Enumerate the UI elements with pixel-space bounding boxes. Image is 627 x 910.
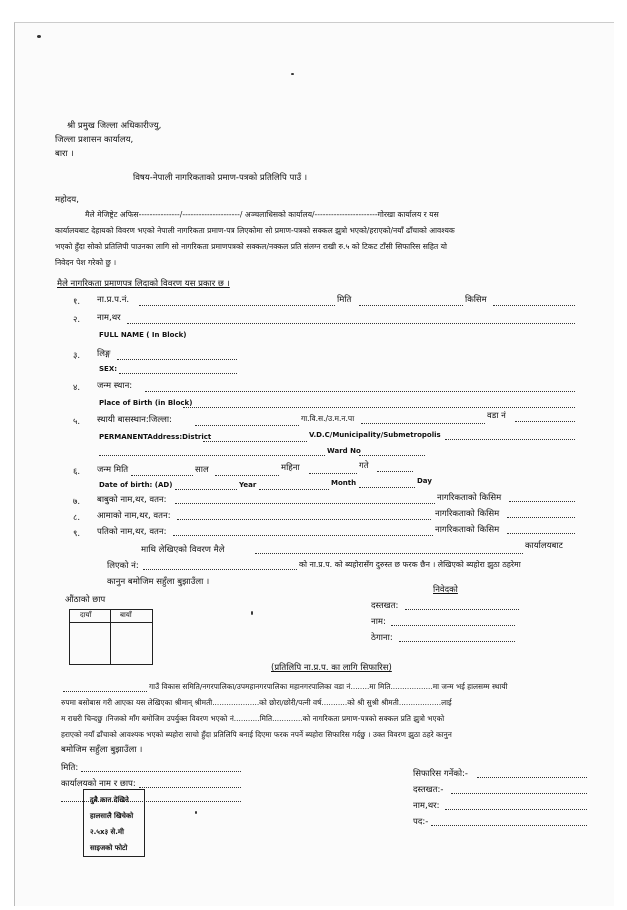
field-9-label: पतिको नाम,थर, वतन: — [97, 527, 167, 537]
field-2-fullname-label: FULL NAME ( In Block) — [99, 331, 187, 339]
field-8-line[interactable] — [177, 519, 431, 520]
address-line-1: श्री प्रमुख जिल्ला अधिकारीज्यु, — [67, 121, 162, 131]
photo-text-line-1: दुबै कान देखिने — [90, 796, 129, 804]
field-6-year-label: साल — [195, 465, 209, 475]
declaration-line-3: कानुन बमोजिम सहुँला बुझाउँला । — [107, 577, 210, 587]
field-6-after-line[interactable] — [377, 471, 413, 472]
field-5-municipality-line[interactable] — [445, 439, 575, 440]
applicant-address-line[interactable] — [399, 641, 515, 642]
recommendation-date-line[interactable] — [81, 771, 241, 772]
field-3-line[interactable] — [117, 359, 237, 360]
field-7-label: बाबुको नाम,थर, वतन: — [97, 495, 167, 505]
field-3-number: ३. — [73, 351, 81, 361]
recommendation-line-4: हराएको नयाँ ढाँचाको आवश्यक भएको ब्यहोरा साचो हुँदा प्रतिलिपि बनाई दिएमा फरक नपर्ने ब्यहोरा सिफारिस गर्दछु । उक्त विवरण झुठा ठहरे कानुन — [61, 730, 452, 739]
field-2-label: नाम,थर — [97, 313, 121, 323]
thumbprint-title: औंठाको छाप — [65, 595, 106, 605]
field-1-type-line[interactable] — [493, 305, 575, 306]
recommender-signature-line[interactable] — [451, 793, 587, 794]
recommendation-line-2: रुपमा बसोबास गरी आएका यस लेखिएका श्रीमान् श्रीमती....................को छोरा/छोरी/पत्नी वर्ष...........को श्री सुश्री श्रीमती..................लाई — [61, 698, 452, 707]
field-6-day-line[interactable] — [309, 473, 357, 474]
intro-line-3: भएको हुँदा सोको प्रतिलिपी पाउनका लागि सो नागरिकता प्रमाणपत्रको सक्कल/नक्कल प्रति संलग्न राखी रु.५ को टिकट टाँसी सिफारिस सहित यो — [55, 242, 447, 251]
field-3-sex-line[interactable] — [119, 373, 237, 374]
subject-line: विषय-नेपाली नागरिकताको प्रमाण-पत्रको प्रतिलिपि पाउँ । — [133, 173, 308, 183]
field-6-dob-label: Date of birth: (AD) — [99, 481, 173, 489]
photo-text-line-4: साइजको फोटो — [90, 844, 128, 852]
field-5-label: स्थायी बासस्थान:जिल्ला: — [97, 415, 172, 425]
field-1-date-line[interactable] — [359, 305, 463, 306]
field-7-type-line[interactable] — [509, 501, 575, 502]
thumbprint-left-label: बायाँ — [120, 611, 132, 619]
recommendation-line-3: म राम्ररी चिन्दछु ।निजको माँग बमोजिम उपर्युक्त विवरण भएको नं...........मिति.............को नागरिकता प्रमाण-पत्रको सक्कल प्रति झुत्रो भएको — [61, 714, 445, 723]
declaration-office-label: कार्यालयबाट — [525, 541, 563, 551]
field-5-ward-en-pre-line[interactable] — [99, 455, 325, 456]
field-8-type-label: नागरिकताको किसिम — [435, 509, 500, 519]
field-1-type-label: किसिम — [465, 295, 487, 305]
scan-speck — [251, 611, 253, 615]
photo-box — [83, 789, 145, 857]
photo-text-line-2: हालसालै खिचेको — [90, 812, 134, 820]
recommendation-vdc-line[interactable] — [63, 691, 147, 692]
field-1-number: १. — [73, 297, 81, 307]
applicant-name-line[interactable] — [391, 625, 515, 626]
field-6-dob-year-label: Year — [239, 481, 257, 489]
applicant-address-label: ठेगाना: — [371, 633, 393, 643]
field-5-permanent-line[interactable] — [203, 441, 307, 442]
recommendation-heading: (प्रतिलिपि ना.प्र.प. का लागि सिफारिस) — [271, 663, 392, 673]
field-5-number: ५. — [73, 417, 81, 427]
field-9-line[interactable] — [173, 535, 433, 536]
applicant-signature-label: दस्तखत: — [371, 601, 399, 611]
thumbprint-table — [69, 609, 153, 665]
thumbprint-right-label: दायाँ — [80, 611, 92, 619]
applicant-title: निवेदको — [433, 585, 458, 595]
field-6-dob-year-line[interactable] — [175, 489, 237, 490]
field-1-date-label: मिति — [337, 295, 352, 305]
field-5-wardno-line[interactable] — [359, 455, 425, 456]
recommender-name-line[interactable] — [445, 809, 587, 810]
recommendation-office-label: कार्यालयको नाम र छाप: — [61, 779, 136, 789]
field-3-label: लिङ्ग — [97, 349, 111, 359]
field-5-ward-label: वडा नं — [487, 411, 506, 421]
field-5-permanent-label: PERMANENTAddress:District — [99, 433, 212, 441]
field-5-vdc-line[interactable] — [361, 423, 485, 424]
field-6-year-line[interactable] — [131, 475, 193, 476]
field-6-label: जन्म मिति — [97, 465, 129, 475]
applicant-name-label: नाम: — [371, 617, 386, 627]
declaration-line-2b: को ना.प्र.प. को ब्यहोरासँग दुरुस्त छ फरक छैन । लेखिएको ब्यहोरा झुठा ठहरेमा — [299, 560, 521, 569]
field-7-number: ७. — [73, 497, 81, 507]
declaration-number-line[interactable] — [143, 569, 297, 570]
field-6-month-label: महिना — [281, 463, 300, 473]
field-5-district-line[interactable] — [195, 425, 299, 426]
field-6-day-label: गते — [359, 461, 369, 471]
field-5-ward-line[interactable] — [515, 421, 575, 422]
field-5-municipality-label: V.D.C/Municipality/Submetropolis — [309, 431, 441, 439]
field-8-number: ८. — [73, 513, 81, 523]
recommender-post-line[interactable] — [431, 825, 587, 826]
field-5-vdc-label: गा.वि.स./उ.म.न.पा — [301, 414, 355, 423]
field-4-label: जन्म स्थान: — [97, 381, 133, 391]
field-4-birthplace-line[interactable] — [183, 407, 575, 408]
field-8-label: आमाको नाम,थर, वतन: — [97, 511, 171, 521]
field-4-birthplace-label: Place of Birth (in Block) — [99, 399, 193, 407]
field-6-number: ६. — [73, 467, 81, 477]
field-1-line[interactable] — [139, 305, 335, 306]
recommendation-date-label: मिति: — [61, 763, 79, 773]
field-2-number: २. — [73, 315, 81, 325]
declaration-line-2a: लिएको नं: — [107, 561, 139, 571]
recommender-signature-label: दस्तखत:- — [413, 785, 444, 795]
field-6-month-line[interactable] — [215, 475, 279, 476]
recommendation-line-5: बमोजिम सहुँला बुझाउँला । — [61, 745, 143, 755]
recommendation-line-1: गाउँ विकास समिति/नगरपालिका/उपमहानगरपालिका महानगरपालिका वडा नं........मा मिति..................मा जन्म भई हालसम्म स्थायी — [149, 682, 508, 691]
field-7-line[interactable] — [175, 503, 435, 504]
declaration-line-1: माथि लेखिएको विवरण मैले — [141, 545, 225, 555]
field-6-dob-day-line[interactable] — [359, 487, 415, 488]
intro-line-2: कार्यालयबाट देहायको विवरण भएको नेपाली नागरिकता प्रमाण-पत्र लिएकोमा सो प्रमाण-पत्रको सक्कल झुत्रो भएको/हराएको/नयाँ ढाँचाको आवश्यक — [55, 226, 455, 235]
scan-speck — [291, 73, 294, 75]
field-1-label: ना.प्र.प.नं. — [97, 295, 130, 305]
salutation: महोदय, — [55, 195, 79, 205]
field-8-type-line[interactable] — [507, 517, 575, 518]
address-line-2: जिल्ला प्रशासन कार्यालय, — [55, 135, 134, 145]
recommender-name-label: नाम,थर: — [413, 801, 440, 811]
field-9-number: ९. — [73, 529, 81, 539]
applicant-signature-line[interactable] — [405, 609, 519, 610]
intro-line-1: मैले मेजिष्ट्रेट अफिस---------------/---------------------/ अञ्चलाधिसको कार्यालय/-----------------------गोरखा कार्यालय र यस — [85, 210, 439, 219]
field-6-dob-day-label: Day — [417, 477, 432, 485]
details-heading: मैले नागरिकता प्रमाणपत्र लिदाको विवरण यस प्रकार छ । — [57, 279, 230, 289]
field-6-dob-month-label: Month — [331, 479, 357, 487]
field-4-number: ४. — [73, 383, 81, 393]
recommender-label: सिफारिस गर्नेको:- — [413, 769, 468, 779]
field-5-wardno-label: Ward No — [327, 447, 361, 455]
intro-line-4: निवेदन पेश गरेको छु । — [55, 258, 117, 267]
field-4-line[interactable] — [145, 391, 575, 392]
scan-speck — [37, 35, 41, 38]
address-line-3: बारा । — [55, 149, 74, 159]
recommender-post-label: पद:- — [413, 817, 429, 827]
field-9-type-label: नागरिकताको किसिम — [435, 525, 500, 535]
photo-text-line-3: २.५x३ से.मी — [90, 828, 124, 836]
application-form-sheet — [14, 22, 614, 906]
field-2-line[interactable] — [127, 323, 575, 324]
field-7-type-label: नागरिकताको किसिम — [437, 493, 502, 503]
scan-speck — [195, 811, 197, 814]
field-9-type-line[interactable] — [507, 533, 575, 534]
field-3-sex-label: SEX: — [99, 365, 118, 373]
recommendation-office-line[interactable] — [139, 787, 241, 788]
declaration-office-line[interactable] — [255, 553, 523, 554]
recommender-line[interactable] — [477, 777, 587, 778]
field-6-dob-month-line[interactable] — [259, 489, 329, 490]
